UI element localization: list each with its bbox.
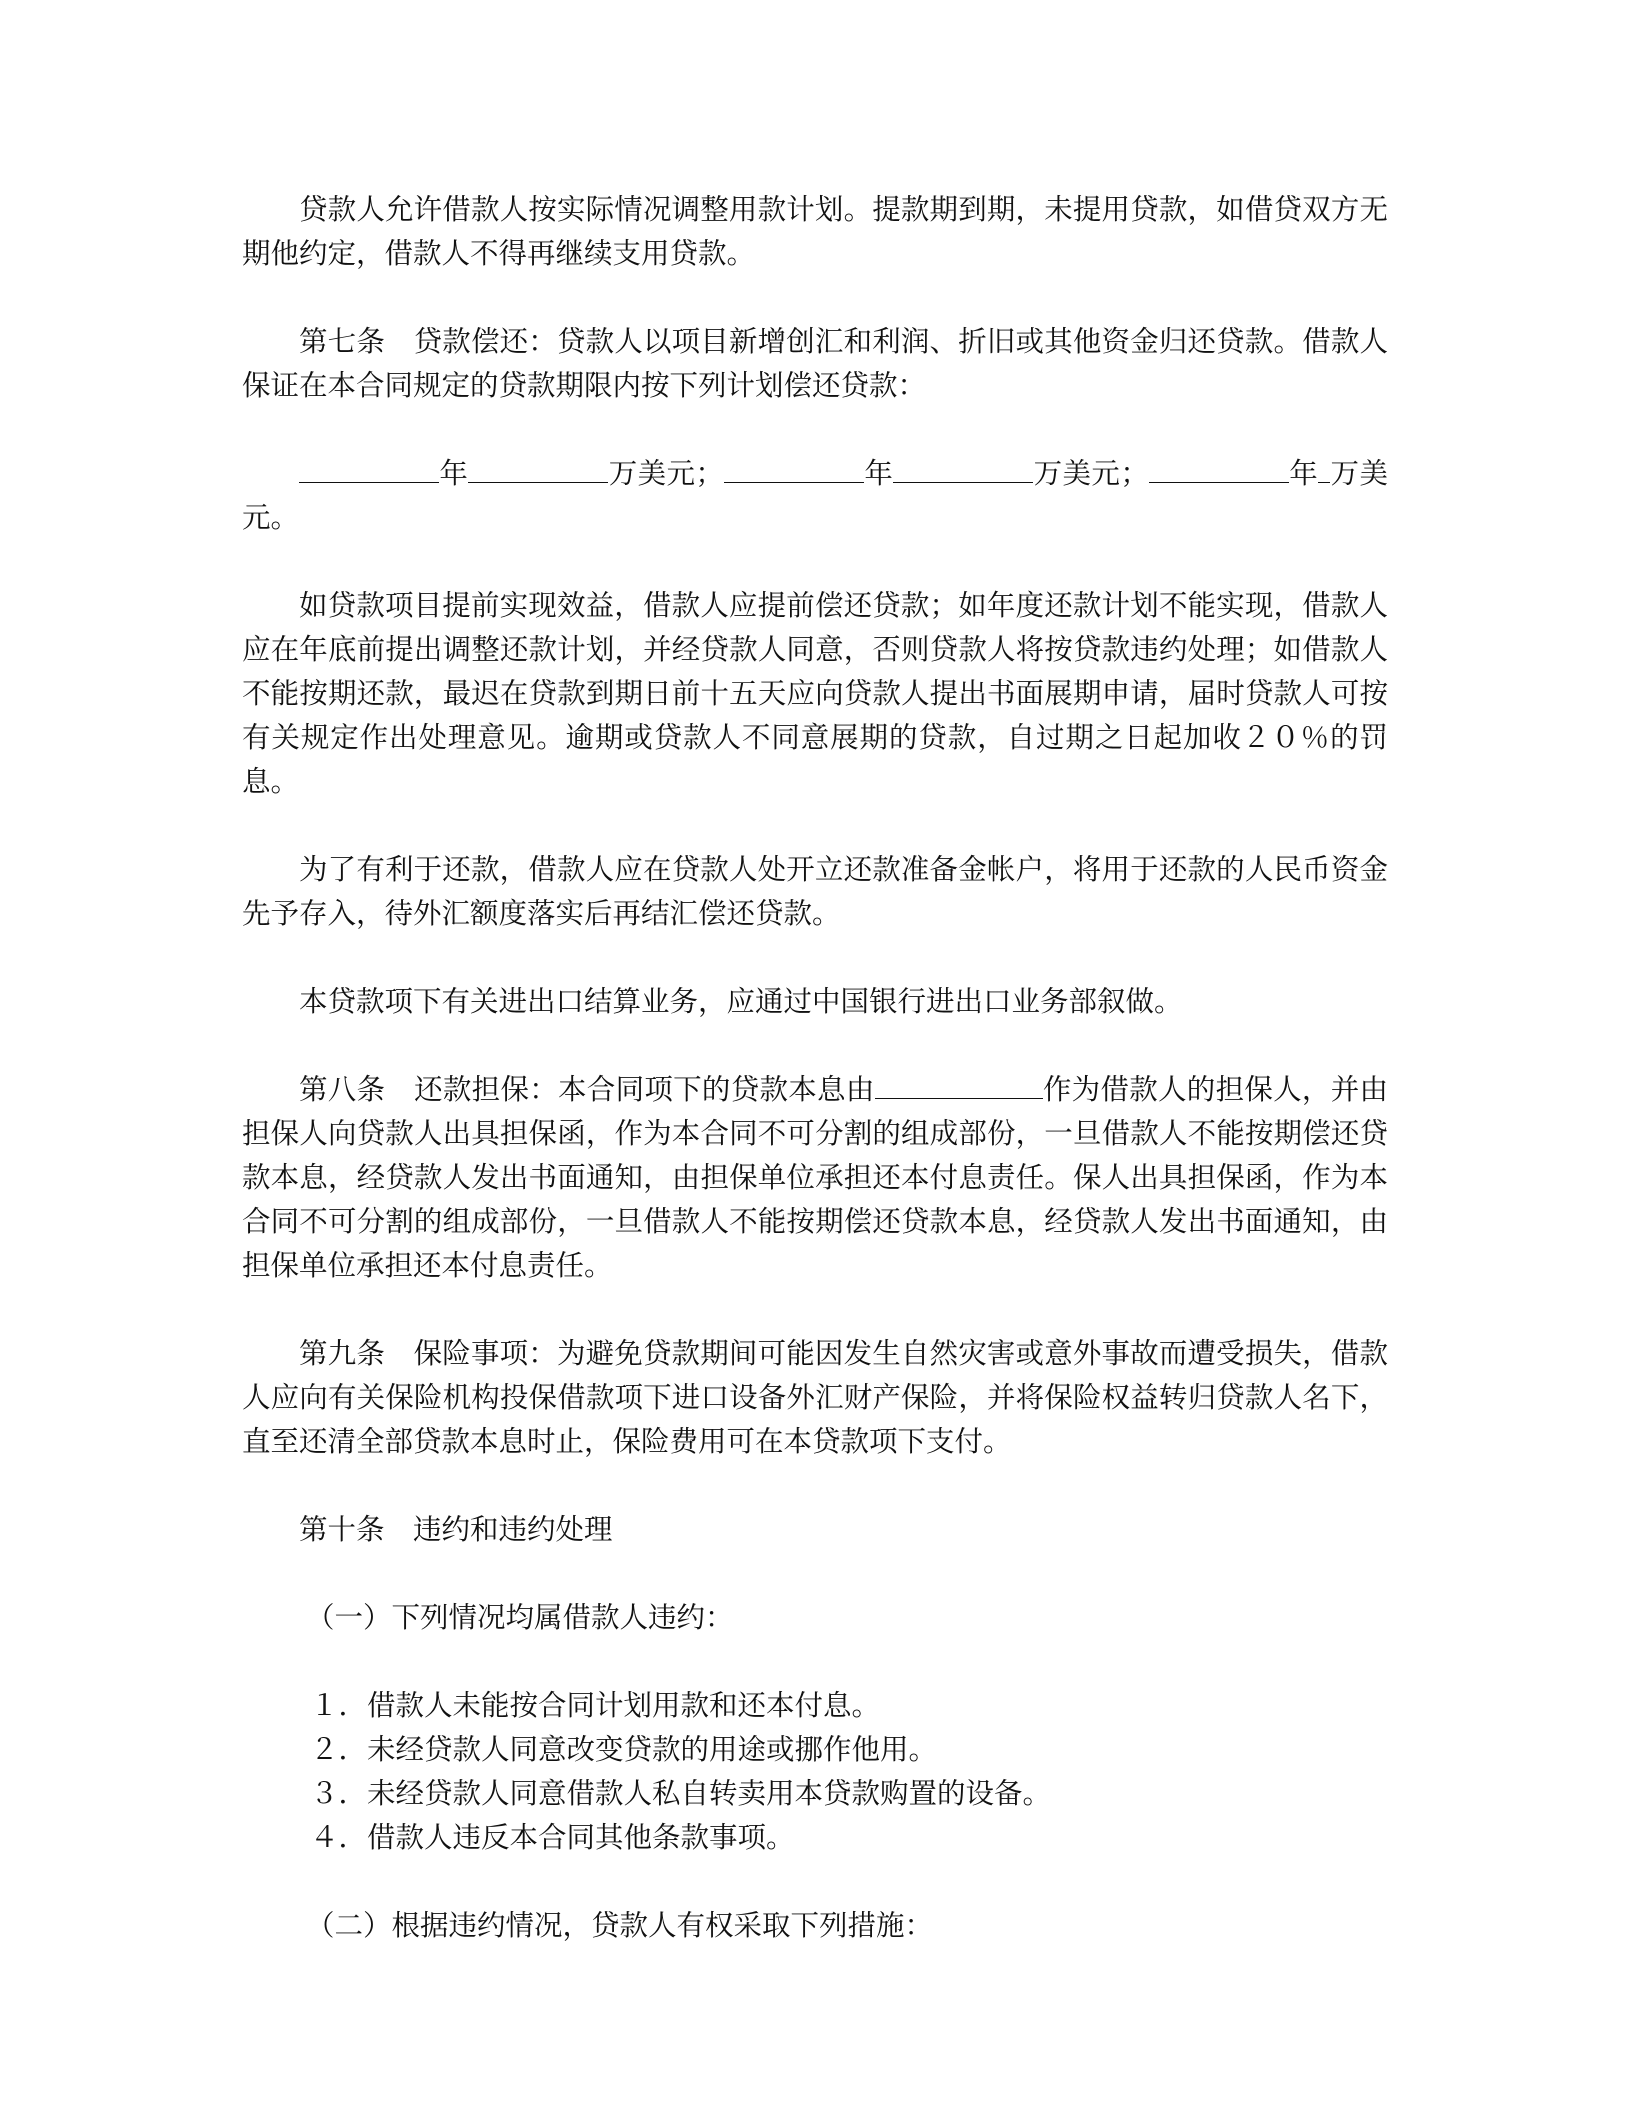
guarantor-blank[interactable] — [875, 1068, 1043, 1099]
paragraph-adjust-plan: 贷款人允许借款人按实际情况调整用款计划。提款期到期，未提用贷款，如借贷双方无期他约定，借款人不得再继续支用贷款。 — [242, 193, 1388, 270]
repayment-schedule — [242, 452, 1388, 540]
paragraph-settlement: 本贷款项下有关进出口结算业务，应通过中国银行进出口业务部叙做。 — [299, 985, 1183, 1018]
paragraph-reserve-account: 为了有利于还款，借款人应在贷款人处开立还款准备金帐户，将用于还款的人民币资金先予存入，待外汇额度落实后再结汇偿还贷款。 — [242, 853, 1388, 930]
default-cases-list — [242, 1684, 1388, 1860]
list-item: ４．借款人违反本合同其他条款事项。 — [310, 1821, 795, 1854]
list-item: ２．未经贷款人同意改变贷款的用途或挪作他用。 — [310, 1733, 938, 1766]
list-item: １．借款人未能按合同计划用款和还本付息。 — [310, 1689, 881, 1722]
year-label: 年 — [439, 457, 469, 490]
clause-8-start: 第八条 还款担保：本合同项下的贷款本息由 — [299, 1073, 875, 1106]
amount-blank-2[interactable] — [893, 452, 1033, 483]
remedies-heading: （二）根据违约情况，贷款人有权采取下列措施： — [306, 1909, 934, 1942]
year-blank-3[interactable] — [1149, 452, 1289, 483]
contract-page — [242, 188, 1388, 1992]
clause-10-default: 第十条 违约和违约处理 — [299, 1513, 613, 1546]
amount-label: 万美元； — [608, 457, 724, 490]
clause-7-repayment: 第七条 贷款偿还：贷款人以项目新增创汇和利润、折旧或其他资金归还贷款。借款人保证在本合同规定的贷款期限内按下列计划偿还贷款： — [242, 325, 1388, 402]
clause-8-rest: 作为借款人的担保人，并由担保人向贷款人出具担保函，作为本合同不可分割的组成部份，一旦借款人不能按期偿还贷款本息，经贷款人发出书面通知，由担保单位承担还本付息责任。保人出具担保函，作为本合同不可分割的组成部份，一旦借款人不能按期偿还贷款本息，经贷款人发出书面通知，由担保单位承担还本付息责任。 — [242, 1073, 1388, 1282]
list-item: ３．未经贷款人同意借款人私自转卖用本贷款购置的设备。 — [310, 1777, 1052, 1810]
paragraph-early-repayment: 如贷款项目提前实现效益，借款人应提前偿还贷款；如年度还款计划不能实现，借款人应在年底前提出调整还款计划，并经贷款人同意，否则贷款人将按贷款违约处理；如借款人不能按期还款，最迟在贷款到期日前十五天应向贷款人提出书面展期申请，届时贷款人可按有关规定作出处理意见。逾期或贷款人不同意展期的贷款，自过期之日起加收２０％的罚息。 — [242, 589, 1388, 798]
amount-label: 万美元； — [1033, 457, 1149, 490]
year-label: 年 — [1288, 457, 1319, 490]
amount-label-last: 万美元。 — [242, 457, 1388, 534]
clause-9-insurance: 第九条 保险事项：为避免贷款期间可能因发生自然灾害或意外事故而遭受损失，借款人应向有关保险机构投保借款项下进口设备外汇财产保险，并将保险权益转归贷款人名下，直至还清全部贷款本息时止，保险费用可在本贷款项下支付。 — [242, 1337, 1388, 1458]
amount-blank-3[interactable] — [1318, 452, 1330, 483]
year-blank-2[interactable] — [724, 452, 864, 483]
year-label: 年 — [863, 457, 894, 490]
default-cases-heading: （一）下列情况均属借款人违约： — [306, 1601, 734, 1634]
year-blank-1[interactable] — [299, 452, 439, 483]
clause-8-guarantee — [242, 1068, 1388, 1288]
amount-blank-1[interactable] — [468, 452, 608, 483]
